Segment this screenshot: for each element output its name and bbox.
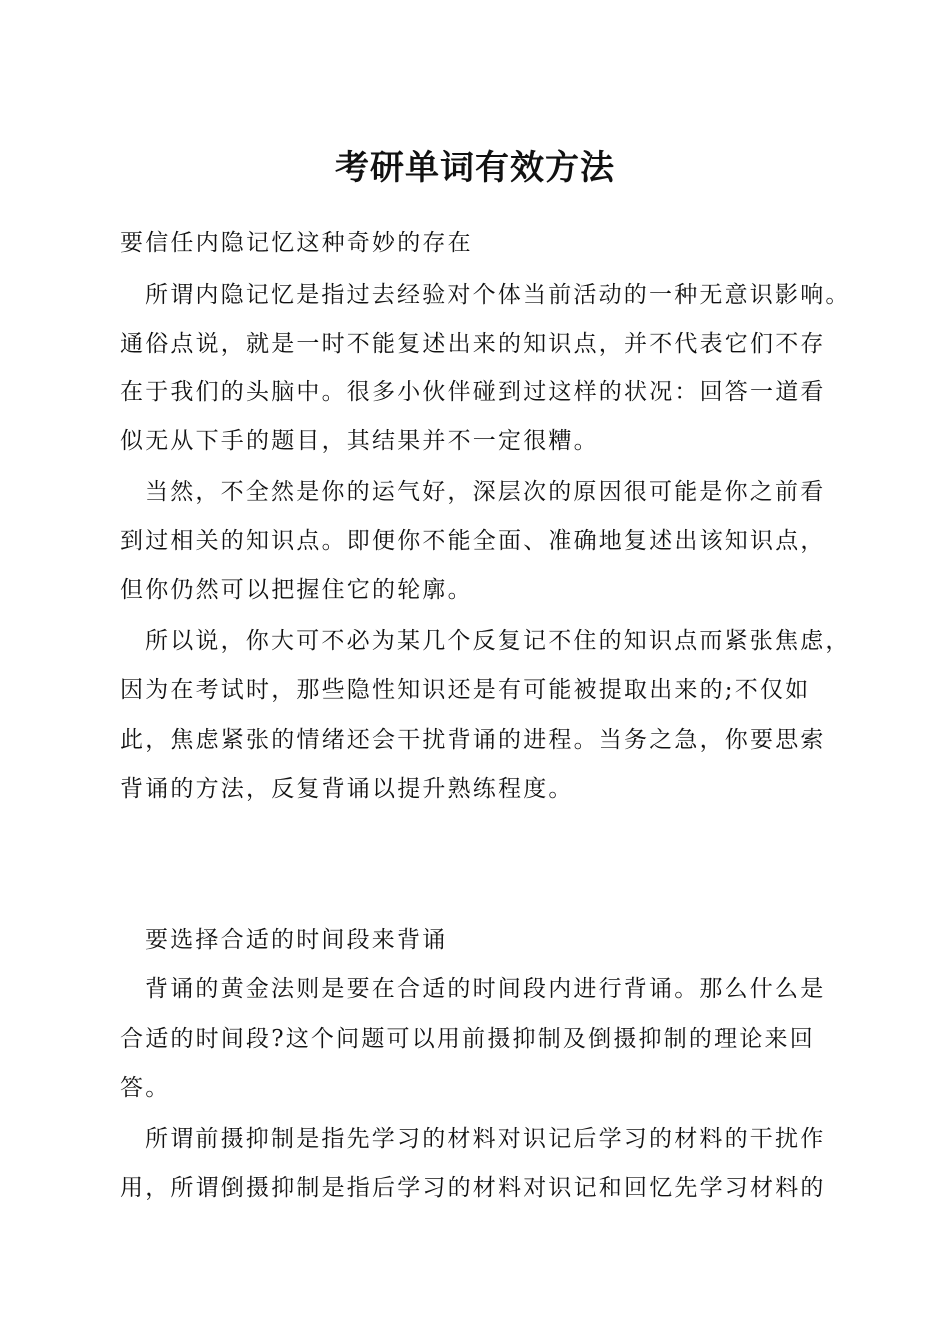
body-line: 此，焦虑紧张的情绪还会干扰背诵的进程。当务之急，你要思索 (120, 727, 826, 753)
body-line: 所以说，你大可不必为某几个反复记不住的知识点而紧张焦虑， (145, 628, 851, 654)
body-line: 所谓内隐记忆是指过去经验对个体当前活动的一种无意识影响。 (145, 282, 851, 308)
body-line: 到过相关的知识点。即便你不能全面、准确地复述出该知识点， (120, 528, 826, 554)
body-line: 但你仍然可以把握住它的轮廓。 (120, 577, 473, 603)
body-line: 合适的时间段?这个问题可以用前摄抑制及倒摄抑制的理论来回 (120, 1026, 815, 1052)
body-line: 似无从下手的题目，其结果并不一定很糟。 (120, 428, 599, 454)
body-line: 通俗点说，就是一时不能复述出来的知识点，并不代表它们不存 (120, 331, 826, 357)
body-line: 在于我们的头脑中。很多小伙伴碰到过这样的状况：回答一道看 (120, 379, 826, 405)
section-heading: 要选择合适的时间段来背诵 (145, 927, 448, 953)
section-heading: 要信任内隐记忆这种奇妙的存在 (120, 230, 473, 256)
body-line: 答。 (120, 1075, 171, 1101)
body-line: 用，所谓倒摄抑制是指后学习的材料对识记和回忆先学习材料的 (120, 1175, 826, 1201)
body-line: 背诵的方法，反复背诵以提升熟练程度。 (120, 776, 574, 802)
body-line: 当然，不全然是你的运气好，深层次的原因很可能是你之前看 (145, 479, 826, 505)
document-title: 考研单词有效方法 (335, 148, 615, 188)
body-line: 所谓前摄抑制是指先学习的材料对识记后学习的材料的干扰作 (145, 1126, 826, 1152)
body-line: 因为在考试时，那些隐性知识还是有可能被提取出来的;不仅如 (120, 677, 811, 703)
body-line: 背诵的黄金法则是要在合适的时间段内进行背诵。那么什么是 (145, 976, 826, 1002)
